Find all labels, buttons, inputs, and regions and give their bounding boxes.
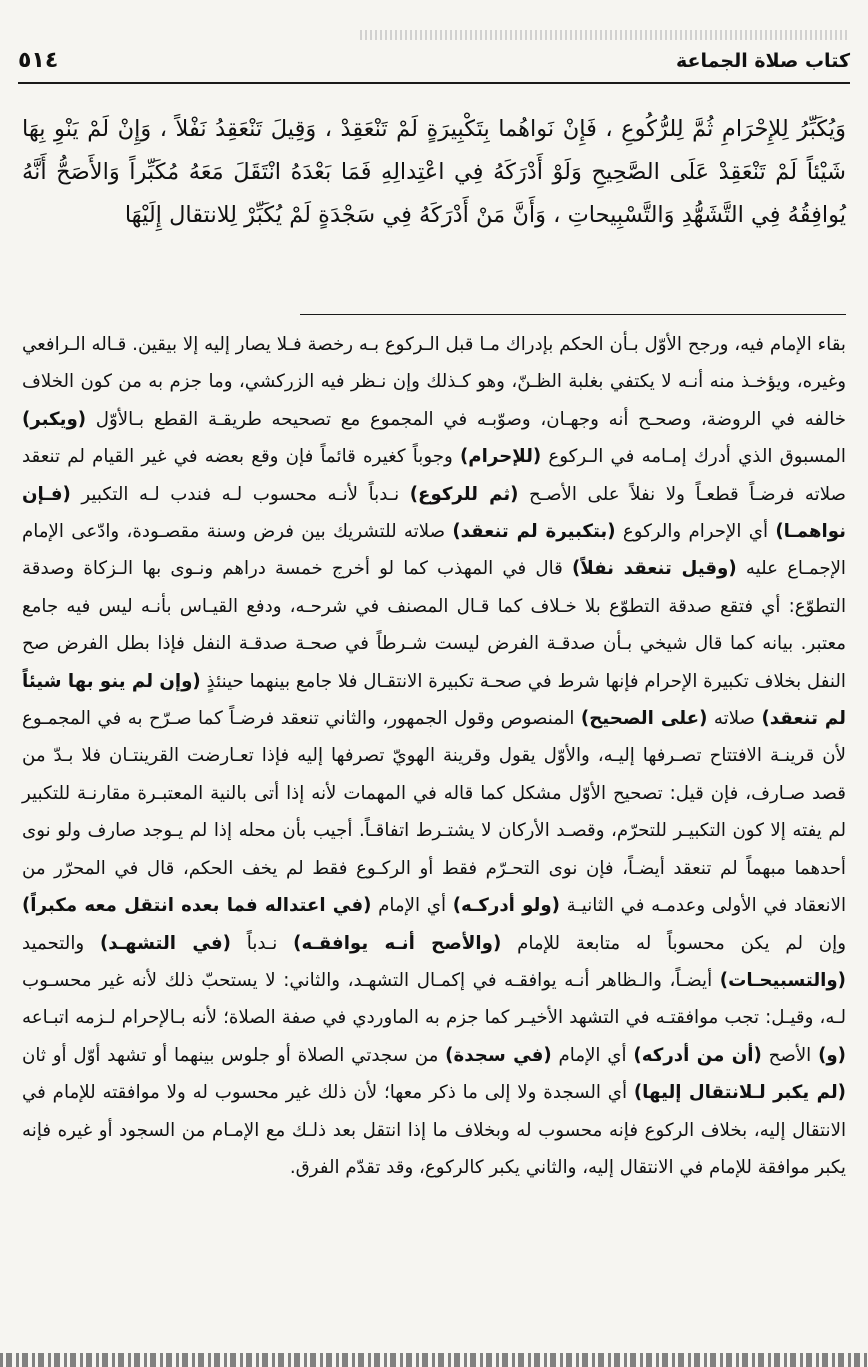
quoted-matn-segment: (وقيل تنعقد نفلاً) [571, 558, 737, 580]
quoted-matn-segment: (في سجدة) [445, 1044, 552, 1066]
quoted-matn-segment: (في اعتداله فما بعده انتقل معه مكبراً) [22, 895, 372, 917]
quoted-matn-segment: (والأصح أنـه يوافقـه) [293, 932, 502, 954]
commentary-segment: والتحميد [22, 932, 100, 954]
quoted-matn-segment: (أن من أدركه) [633, 1044, 762, 1066]
commentary-segment: صلاته للتشريك بين فرض وسنة مقصـودة، وادّعى الإمام الإجمـاع عليه [22, 521, 846, 580]
commentary-paragraph [22, 326, 846, 1186]
quoted-matn-segment: (في التشهـد) [99, 932, 231, 954]
main-text-paragraph: وَيُكَبِّرُ لِلإِحْرَامِ ثُمَّ لِلرُّكُوعِ ، فَإِنْ نَواهُما بِتَكْبِيرَةٍ لَمْ تَنْعَقِدْ ، وَقِيلَ تَنْعَقِدُ نَفْلاً ، وَإِنْ لَمْ يَنْوِ بِهَا شَيْئاً لَمْ تَنْعَقِدْ عَلَى الصَّحِيحِ وَلَوْ أَدْرَكَهُ فِي اعْتِدالِهِ فَمَا بَعْدَهُ انْتَقَلَ مَعَهُ مُكَبِّراً وَالأَصَحُّ أَنَّهُ يُوافِقُهُ فِي التَّشَهُّدِ وَالتَّسْبِيحاتِ ، وَأَنَّ مَنْ أَدْرَكَهُ فِي سَجْدَةٍ لَمْ يُكَبِّرْ لِلانتقال إِلَيْهَا [22, 116, 846, 228]
quoted-matn-segment: (ثم للركوع) [409, 483, 519, 505]
quoted-matn-segment: (لم يكبر لـلانتقال إليها) [633, 1082, 846, 1104]
quoted-matn-segment: (بتكبيرة لم تنعقد) [452, 521, 616, 543]
quoted-matn-segment: (وإن لم ينو بها شيئاً لم تنعقد) [22, 670, 847, 730]
commentary-segment: قال في المهذب كما لو أخرج خمسة دراهم ونـوى بها الـزكاة وصدقة التطوّع: أي فتقع صدقة التطوّع بلا خـلاف كما قـال المصنف في شرحـه، ودفع القيـاس بأنـه ليس فيه جامع معتبر. بيانه كما قال شيخي بـأن صدقـة الفرض ليست شـرطاً في صحـة صدقـة النفل فإذا بطل الفرض صح النفل بخلاف تكبيرة الإحرام فإنها شرط في صحـة تكبيرة الانتقـال فلا جامع بينهما حينئذٍ [22, 558, 846, 692]
commentary-segment: من سجدتي الصلاة أو جلوس بينهما أو تشهد أوّل أو ثان [22, 1044, 446, 1066]
text-divider [300, 314, 846, 315]
quoted-matn-segment: (فـإن نواهمـا) [22, 483, 846, 543]
commentary-segment: أي الإمام [551, 1044, 634, 1066]
quoted-matn-segment: (على الصحيح) [580, 708, 708, 730]
commentary-segment: نـدباً لأنـه محسوب لـه فندب لـه التكبير [70, 483, 410, 505]
commentary-segment: أي الإحرام والركوع [615, 521, 776, 543]
quoted-matn-segment: (و) [818, 1044, 846, 1066]
quoted-matn-segment: (والتسبيحـات) [719, 969, 846, 991]
commentary-segment: المسبوق الذي أدرك إمـامه في الـركوع [541, 446, 846, 468]
quoted-matn-segment: (للإحرام) [459, 446, 542, 468]
commentary-segment: المنصوص وقول الجمهور، والثاني تنعقد فرضـاً كما صـرّح به في المجمـوع لأن قرينـة الافتتاح تصـرفها إليـه، والأوّل يقول وقرينة الهويّ تصرفها إليه فإذا تعـارضت القرينتـان فلا بـدّ من قصد صـارف، فإن قيل: تصحيح الأوّل مشكل كما قاله في المهمات لأنه إذا أتى بالنية المعتبـرة مقارنـة للتكبير لم يفته إلا كون التكبيـر للتحرّم، وقصـد الأركان لا يشتـرط اتفاقـاً. أجيب بأن محله إذا لم يـوجد صارف ولو نوى أحدهما مبهماً لم تنعقد أيضـاً، فإن نوى التحـرّم فقط أو الركـوع فقط لم يخف الحكم، قال في المحرّر من الانعقاد في الأولى وعدمـه في الثانيـة [22, 708, 846, 917]
bottom-ornament [0, 1353, 868, 1367]
quoted-matn-segment: (ولو أدركـه) [452, 895, 560, 917]
page-number: ٥١٤ [18, 48, 59, 73]
commentary-segment: صلاته [707, 708, 762, 730]
main-text [22, 108, 846, 237]
commentary-segment: نـدباً [230, 932, 294, 954]
commentary [22, 326, 846, 1186]
chapter-title: كتاب صلاة الجماعة [676, 50, 850, 72]
commentary-segment: أي السجدة ولا إلى ما ذكر معها؛ لأن ذلك غير محسوب له ولا موافقته للإمام في الانتقال إليه، بخلاف الركوع فإنه محسوب له وبخلاف ما إذا انتقل بعد ذلـك مع الإمـام من السجود أو غيره فإنه يكبر موافقة للإمام في الانتقال إليه، والثاني يكبر كالركوع، وقد تقدّم الفرق. [22, 1082, 846, 1178]
commentary-segment: بقاء الإمام فيه، ورجح الأوّل بـأن الحكم بإدراك مـا قبل الـركوع بـه رخصة فـلا يصار إليه إلا بيقين. قـاله الـرافعي وغيره، ويؤخـذ منه أنـه لا يكتفي بغلبة الظـنّ، وهو كـذلك وإن نـظر فيه الزركشي، وما جزم به من كون الخلاف خالفه في الروضة، وصحـح أنه وجهـان، وصوّبـه في المجموع مع تصحيحه طريقـة القطع بـالأوّل [22, 334, 846, 430]
running-header [18, 44, 850, 84]
quoted-matn-segment: (ويكبر) [22, 408, 87, 430]
commentary-segment: أي الإمام [371, 895, 453, 917]
commentary-segment: وإن لم يكن محسوباً له متابعة للإمام [501, 932, 846, 954]
commentary-segment: أيضـاً، والـظاهر أنـه يوافقـه في إكمـال التشهـد، والثاني: لا يستحبّ ذلك لأنه غير محسـوب لـه، وقيـل: تجب موافقتـه في التشهد الأخيـر كما جزم به الماوردي في صفة الصلاة؛ لأنه بـالإحرام لـزمه اتبـاعه [22, 969, 846, 1029]
commentary-segment: وجوباً كغيره قائماً فإن وقع بعضه في غير القيام لم تنعقد صلاته فرضـاً قطعـاً ولا نفلاً على الأصـح [22, 446, 846, 505]
top-ornament [360, 30, 850, 40]
commentary-segment: الأصح [761, 1044, 819, 1066]
